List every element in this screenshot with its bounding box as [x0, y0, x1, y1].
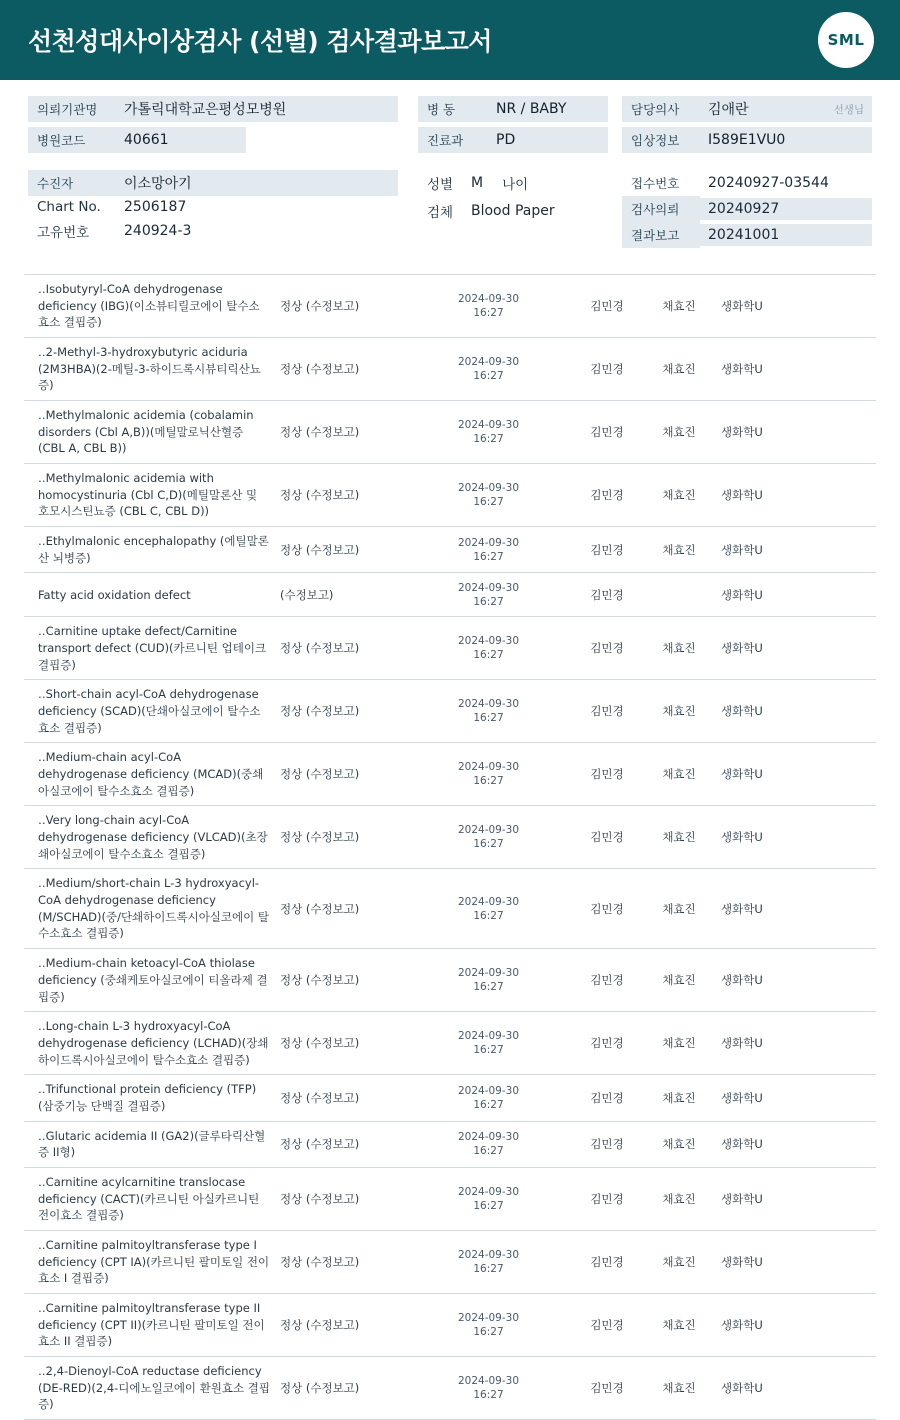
test-time: 16:27	[473, 775, 504, 788]
logo-text: SML	[827, 31, 865, 49]
test-time: 16:27	[473, 1199, 504, 1212]
test-date: 2024-09-30	[457, 1084, 520, 1097]
test-result: 정상 (수정보고)	[280, 542, 360, 557]
test-date: 2024-09-30	[457, 1374, 520, 1387]
specimen-value: Blood Paper	[471, 203, 555, 219]
tester-name: 김민경	[590, 973, 624, 988]
test-department: 생화학U	[721, 901, 763, 916]
test-department: 생화학U	[721, 1254, 763, 1269]
table-row	[24, 1168, 876, 1231]
test-time: 16:27	[473, 433, 504, 446]
test-name: ‥Trifunctional protein deficiency (TFP)(삼중기능 단백질 결핍증)	[38, 1082, 257, 1113]
tester-name: 김민경	[590, 901, 624, 916]
test-result: 정상 (수정보고)	[280, 641, 360, 656]
test-name: ‥Methylmalonic acidemia (cobalamin disorders (Cbl A,B))(메틸말로닉산혈증(CBL A, CBL B))	[38, 408, 254, 456]
test-datetime	[406, 1311, 571, 1339]
results-table	[24, 274, 876, 1420]
sex-value: M	[471, 175, 484, 191]
tester-name: 김민경	[590, 542, 624, 557]
test-datetime	[406, 823, 571, 851]
reviewer-name: 채효진	[662, 1380, 696, 1395]
test-time: 16:27	[473, 496, 504, 509]
institution-value: 가톨릭대학교은평성모병원	[124, 102, 287, 118]
tester-name: 김민경	[590, 1191, 624, 1206]
info-row-1	[28, 96, 872, 158]
test-result: 정상 (수정보고)	[280, 973, 360, 988]
tester-name: 김민경	[590, 1090, 624, 1105]
receipt-no-value: 20240927-03544	[708, 175, 829, 191]
report-header	[0, 0, 900, 80]
test-name: ‥Long-chain L-3 hydroxyacyl-CoA dehydrogenase deficiency (LCHAD)(장쇄하이드록시아실코에이 탈수소효소 결핍증)	[38, 1019, 269, 1067]
order-date-value: 20240927	[700, 198, 872, 220]
test-name: ‥Short-chain acyl-CoA dehydrogenase deficiency (SCAD)(단쇄아실코에이 탈수소효소 결핍증)	[38, 687, 261, 735]
tester-name: 김민경	[590, 1380, 624, 1395]
hospital-code-value: 40661	[124, 132, 169, 148]
test-result: 정상 (수정보고)	[280, 1036, 360, 1051]
institution-field	[28, 96, 398, 122]
test-name: ‥Carnitine palmitoyltransferase type I deficiency (CPT IA)(카르니틴 팔미토일 전이효소 I 결핍증)	[38, 1237, 270, 1286]
test-name: ‥Very long-chain acyl-CoA dehydrogenase deficiency (VLCAD)(초장쇄아실코에이 탈수소효소 결핍증)	[38, 813, 268, 861]
test-datetime	[406, 966, 571, 994]
test-date: 2024-09-30	[457, 1248, 520, 1261]
department-field	[418, 127, 608, 153]
patient-value: 이소망아기	[124, 176, 192, 192]
chart-no-value: 2506187	[124, 199, 187, 215]
patient-col	[28, 170, 398, 248]
chart-no-label: Chart No.	[37, 199, 101, 215]
test-time: 16:27	[473, 1388, 504, 1401]
test-datetime	[406, 1029, 571, 1057]
page-title: 선천성대사이상검사 (선별) 검사결과보고서	[28, 27, 492, 56]
report-date-field	[622, 222, 872, 248]
test-date: 2024-09-30	[457, 635, 520, 648]
test-department: 생화학U	[721, 425, 763, 440]
test-date: 2024-09-30	[457, 1311, 520, 1324]
doctor-value: 김애란	[708, 102, 749, 118]
test-department: 생화학U	[721, 973, 763, 988]
test-date: 2024-09-30	[457, 355, 520, 368]
test-name: ‥Medium-chain acyl-CoA dehydrogenase deficiency (MCAD)(중쇄아실코에이 탈수소효소 결핍증)	[38, 750, 264, 798]
test-date: 2024-09-30	[457, 966, 520, 979]
test-datetime	[406, 1084, 571, 1112]
reviewer-name: 채효진	[662, 704, 696, 719]
table-row	[24, 1357, 876, 1420]
info-col-left	[28, 96, 398, 158]
patient-field	[28, 170, 398, 196]
tester-name: 김민경	[590, 362, 624, 377]
table-row	[24, 617, 876, 680]
test-department: 생화학U	[721, 641, 763, 656]
ward-label: 병 동	[418, 96, 488, 122]
test-time: 16:27	[473, 1098, 504, 1111]
sex-age-col	[418, 170, 608, 248]
test-time: 16:27	[473, 909, 504, 922]
clinical-info-value: I589E1VU0	[708, 132, 786, 148]
unique-no-field	[28, 218, 398, 244]
test-datetime	[406, 697, 571, 725]
table-row	[24, 869, 876, 949]
test-name: ‥Carnitine acylcarnitine translocase deficiency (CACT)(카르니틴 아실카르니틴 전이효소 결핍증)	[38, 1174, 260, 1223]
reviewer-name: 채효진	[662, 767, 696, 782]
test-datetime	[406, 895, 571, 923]
age-label: 나이	[502, 177, 529, 193]
reviewer-name: 채효진	[662, 901, 696, 916]
reviewer-name: 채효진	[662, 542, 696, 557]
test-name: ‥Methylmalonic acidemia with homocystinuria (Cbl C,D)(메틸말론산 및 호모시스틴뇨증 (CBL C, CBL D))	[38, 471, 258, 519]
table-row	[24, 527, 876, 573]
test-datetime	[406, 1374, 571, 1402]
table-row	[24, 949, 876, 1012]
receipt-no-field	[622, 170, 872, 196]
test-name: Fatty acid oxidation defect	[38, 587, 191, 602]
reviewer-name: 채효진	[662, 488, 696, 503]
doctor-field	[622, 96, 872, 122]
test-date: 2024-09-30	[457, 698, 520, 711]
test-result: 정상 (수정보고)	[280, 704, 360, 719]
table-row	[24, 806, 876, 869]
test-datetime	[406, 1248, 571, 1276]
test-name: ‥Ethylmalonic encephalopathy (에틸말론산 뇌병증)	[38, 534, 269, 565]
reviewer-name: 채효진	[662, 641, 696, 656]
receipt-no-label: 접수번호	[631, 176, 680, 191]
test-name: ‥Glutaric acidemia II (GA2)(글루타릭산혈증 II형)	[38, 1128, 266, 1160]
test-datetime	[406, 355, 571, 383]
reviewer-name: 채효진	[662, 1191, 696, 1206]
tester-name: 김민경	[590, 1254, 624, 1269]
tester-name: 김민경	[590, 830, 624, 845]
test-time: 16:27	[473, 307, 504, 319]
test-datetime	[406, 1185, 571, 1213]
reviewer-name: 채효진	[662, 1317, 696, 1332]
test-department: 생화학U	[721, 542, 763, 557]
test-time: 16:27	[473, 712, 504, 725]
test-datetime	[406, 536, 571, 564]
chart-no-field	[28, 196, 398, 218]
test-result: 정상 (수정보고)	[280, 488, 360, 503]
test-time: 16:27	[473, 595, 504, 608]
test-department: 생화학U	[721, 704, 763, 719]
test-result: (수정보고)	[280, 587, 334, 602]
department-label: 진료과	[418, 127, 488, 153]
tester-name: 김민경	[590, 767, 624, 782]
table-row	[24, 1075, 876, 1121]
test-department: 생화학U	[721, 299, 763, 313]
patient-info-block	[0, 80, 900, 258]
order-date-field	[622, 196, 872, 222]
table-row	[24, 1231, 876, 1294]
test-date: 2024-09-30	[457, 895, 520, 908]
test-time: 16:27	[473, 550, 504, 563]
test-datetime	[406, 418, 571, 446]
patient-label: 수진자	[28, 170, 116, 196]
test-result: 정상 (수정보고)	[280, 901, 360, 916]
test-date: 2024-09-30	[457, 581, 520, 594]
test-result: 정상 (수정보고)	[280, 767, 360, 782]
tester-name: 김민경	[590, 1137, 624, 1152]
tester-name: 김민경	[590, 488, 624, 503]
table-row	[24, 743, 876, 806]
test-name: ‥2-Methyl-3-hydroxybutyric aciduria (2M3HBA)(2-메틸-3-하이드록시뷰티릭산뇨증)	[38, 345, 261, 393]
test-result: 정상 (수정보고)	[280, 1380, 360, 1395]
ward-value: NR / BABY	[496, 101, 567, 117]
test-result: 정상 (수정보고)	[280, 425, 360, 440]
doctor-suffix: 선생님	[833, 103, 864, 116]
table-row	[24, 573, 876, 617]
reviewer-name: 채효진	[662, 299, 696, 313]
table-row	[24, 1294, 876, 1357]
tester-name: 김민경	[590, 299, 624, 313]
test-name: ‥Medium/short-chain L-3 hydroxyacyl-CoA dehydrogenase deficiency (M/SCHAD)(중/단쇄하이드록시아실코에이 탈수소효소 결핍증)	[38, 876, 270, 941]
test-time: 16:27	[473, 649, 504, 662]
reviewer-name: 채효진	[662, 830, 696, 845]
test-datetime	[406, 581, 571, 609]
test-time: 16:27	[473, 1145, 504, 1158]
test-date: 2024-09-30	[457, 292, 520, 305]
test-name: ‥Medium-chain ketoacyl-CoA thiolase deficiency (중쇄케토아실코에이 티올라제 결핍증)	[38, 956, 268, 1004]
tester-name: 김민경	[590, 1036, 624, 1051]
test-result: 정상 (수정보고)	[280, 362, 360, 377]
table-row	[24, 338, 876, 401]
table-row	[24, 275, 876, 338]
test-date: 2024-09-30	[457, 1185, 520, 1198]
hospital-code-field	[28, 127, 398, 153]
test-date: 2024-09-30	[457, 1131, 520, 1144]
reviewer-name: 채효진	[662, 1090, 696, 1105]
test-department: 생화학U	[721, 1090, 763, 1105]
doctor-label: 담당의사	[622, 96, 700, 122]
test-datetime	[406, 292, 571, 320]
department-value: PD	[496, 132, 516, 148]
test-time: 16:27	[473, 370, 504, 383]
tester-name: 김민경	[590, 425, 624, 440]
test-department: 생화학U	[721, 488, 763, 503]
test-result: 정상 (수정보고)	[280, 299, 360, 313]
test-time: 16:27	[473, 1262, 504, 1275]
reviewer-name: 채효진	[662, 973, 696, 988]
unique-no-label: 고유번호	[37, 225, 90, 241]
test-department: 생화학U	[721, 1317, 763, 1332]
report-date-value: 20241001	[700, 224, 872, 246]
age-value	[536, 180, 556, 186]
table-row	[24, 680, 876, 743]
test-name: ‥Carnitine uptake defect/Carnitine transport defect (CUD)(카르니틴 업테이크 결핍증)	[38, 624, 267, 672]
test-name: ‥Carnitine palmitoyltransferase type II deficiency (CPT II)(카르니틴 팔미토일 전이효소 II 결핍증)	[38, 1300, 265, 1349]
unique-no-value: 240924-3	[124, 223, 192, 239]
ward-field	[418, 96, 608, 122]
test-time: 16:27	[473, 981, 504, 994]
reviewer-name: 채효진	[662, 362, 696, 377]
info-row-2	[28, 170, 872, 248]
test-result: 정상 (수정보고)	[280, 1317, 360, 1332]
tester-name: 김민경	[590, 641, 624, 656]
test-date: 2024-09-30	[457, 1030, 520, 1042]
test-department: 생화학U	[721, 1036, 763, 1051]
test-department: 생화학U	[721, 587, 763, 602]
hospital-code-label: 병원코드	[28, 127, 116, 153]
test-department: 생화학U	[721, 1137, 763, 1152]
table-row	[24, 1012, 876, 1075]
test-department: 생화학U	[721, 362, 763, 377]
test-result: 정상 (수정보고)	[280, 1137, 360, 1152]
test-date: 2024-09-30	[457, 761, 520, 774]
table-row	[24, 401, 876, 464]
test-result: 정상 (수정보고)	[280, 1191, 360, 1206]
reviewer-name: 채효진	[662, 1036, 696, 1051]
table-row	[24, 464, 876, 527]
test-result: 정상 (수정보고)	[280, 1090, 360, 1105]
specimen-label: 검체	[427, 205, 454, 221]
test-date: 2024-09-30	[457, 481, 520, 494]
order-date-label: 검사의뢰	[622, 196, 700, 222]
tester-name: 김민경	[590, 587, 624, 602]
institution-label: 의뢰기관명	[28, 96, 116, 122]
test-department: 생화학U	[721, 830, 763, 845]
specimen-field	[418, 198, 608, 224]
test-name: ‥2,4-Dienoyl-CoA reductase deficiency (DE-RED)(2,4-디에노일코에이 환원효소 결핍증)	[38, 1363, 271, 1412]
test-datetime	[406, 481, 571, 509]
test-department: 생화학U	[721, 767, 763, 782]
reviewer-name: 채효진	[662, 425, 696, 440]
test-time: 16:27	[473, 838, 504, 851]
test-department: 생화학U	[721, 1380, 763, 1395]
test-result: 정상 (수정보고)	[280, 830, 360, 845]
sex-label: 성별	[427, 177, 454, 193]
test-datetime	[406, 634, 571, 662]
reviewer-name: 채효진	[662, 1254, 696, 1269]
info-col-mid	[418, 96, 608, 158]
sex-field	[418, 170, 608, 196]
clinical-info-field	[622, 127, 872, 153]
sml-logo	[818, 12, 874, 68]
test-date: 2024-09-30	[457, 536, 520, 549]
tester-name: 김민경	[590, 1317, 624, 1332]
test-date: 2024-09-30	[457, 824, 520, 837]
test-department: 생화학U	[721, 1191, 763, 1206]
reviewer-name: 채효진	[662, 1137, 696, 1152]
test-datetime	[406, 1130, 571, 1158]
test-date: 2024-09-30	[457, 418, 520, 431]
clinical-info-label: 임상정보	[622, 127, 700, 153]
test-time: 16:27	[473, 1325, 504, 1338]
tester-name: 김민경	[590, 704, 624, 719]
test-datetime	[406, 760, 571, 788]
test-result: 정상 (수정보고)	[280, 1254, 360, 1269]
table-row	[24, 1122, 876, 1168]
receipt-col	[622, 170, 872, 248]
test-time: 16:27	[473, 1044, 504, 1057]
report-date-label: 결과보고	[622, 222, 700, 248]
info-col-right	[622, 96, 872, 158]
test-name: ‥Isobutyryl-CoA dehydrogenase deficiency (IBG)(이소뷰티릴코에이 탈수소효소 결핍증)	[38, 282, 260, 330]
